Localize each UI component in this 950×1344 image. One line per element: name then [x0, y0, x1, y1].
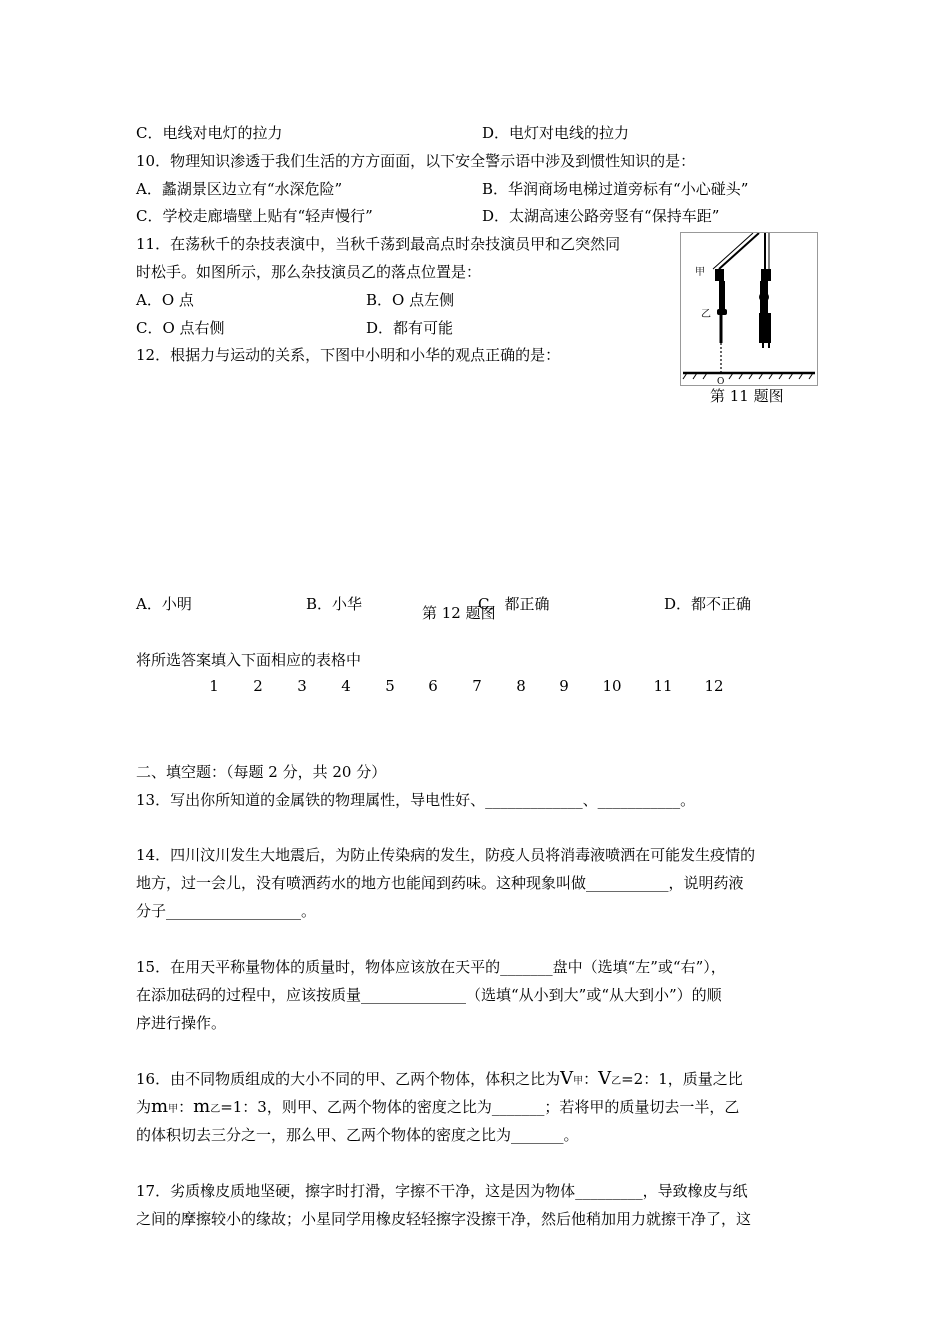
- section2-heading: 二、填空题：（每题 2 分，共 20 分）: [136, 763, 387, 781]
- q12-option-a: A．小明: [136, 595, 192, 613]
- q14-line1: 14．四川汶川发生大地震后，为防止传染病的发生，防疫人员将消毒液喷洒在可能发生疫情的: [136, 846, 756, 864]
- q15-line2: 在添加砝码的过程中，应该按质量______________（选填“从小到大”或“从大到小”）的顺: [136, 986, 722, 1004]
- q12-figure-caption: 第 12 题图: [422, 604, 496, 622]
- answer-number-7: 7: [472, 677, 482, 695]
- q10-stem: 10．物理知识渗透于我们生活的方方面面，以下安全警示语中涉及到惯性知识的是：: [136, 152, 696, 170]
- q12-option-d: D．都不正确: [664, 595, 752, 613]
- answer-number-3: 3: [297, 677, 307, 695]
- q11-figure: [680, 232, 818, 386]
- answer-table-instruction: 将所选答案填入下面相应的表格中: [136, 651, 362, 669]
- q16-line2-head: 为: [136, 1098, 152, 1116]
- q16-line1-text: 16．由不同物质组成的大小不同的甲、乙两个物体，体积之比为: [136, 1070, 561, 1088]
- q10-option-d: D．太湖高速公路旁竖有“保持车距”: [482, 207, 720, 225]
- q17-line2: 之间的摩擦较小的缘故；小星同学用橡皮轻轻擦字没擦干净，然后他稍加用力就擦干净了，这: [136, 1210, 752, 1228]
- q11-figure-caption: 第 11 题图: [710, 387, 784, 405]
- answer-number-10: 10: [602, 677, 622, 695]
- q14-line3: 分子__________________。: [136, 902, 317, 920]
- answer-number-5: 5: [385, 677, 395, 695]
- answer-number-9: 9: [559, 677, 569, 695]
- q16-sub-yi: 乙: [611, 1076, 622, 1087]
- q14-line2: 地方，过一会儿，没有喷洒药水的地方也能闻到药味。这种现象叫做___________，说明药液: [136, 874, 744, 892]
- q16-colon-m: ：: [178, 1098, 194, 1116]
- label-yi: 乙: [701, 309, 711, 320]
- q16-line1: [136, 1069, 743, 1092]
- answer-number-8: 8: [516, 677, 526, 695]
- q16-sub-jia-m: 甲: [168, 1104, 179, 1115]
- q16-colon: ：: [583, 1070, 599, 1088]
- q16-sub-jia: 甲: [573, 1076, 584, 1087]
- answer-number-2: 2: [253, 677, 263, 695]
- q11-option-a: A．O 点: [136, 291, 194, 309]
- q11-stem-line1: 11．在荡秋千的杂技表演中，当秋千荡到最高点时杂技演员甲和乙突然同: [136, 235, 621, 253]
- q15-line1: 15．在用天平称量物体的质量时，物体应该放在天平的_______盘中（选填“左”或“右”），: [136, 958, 726, 976]
- q16-line2: [136, 1097, 739, 1120]
- q12-stem: 12．根据力与运动的关系，下图中小明和小华的观点正确的是：: [136, 346, 561, 364]
- q16-sub-yi-m: 乙: [210, 1104, 221, 1115]
- q16-symbol-v-jia: V: [560, 1068, 574, 1089]
- q10-option-a: A．蠡湖景区边立有“水深危险”: [136, 180, 343, 198]
- q13-text: 13．写出你所知道的金属铁的物理属性，导电性好、_____________、___________。: [136, 791, 696, 809]
- label-jia: 甲: [695, 267, 705, 278]
- q15-line3: 序进行操作。: [136, 1014, 227, 1032]
- q9-option-c: C．电线对电灯的拉力: [136, 124, 283, 142]
- q10-option-b: B．华润商场电梯过道旁标有“小心碰头”: [482, 180, 749, 198]
- answer-number-6: 6: [428, 677, 438, 695]
- q9-option-d: D．电灯对电线的拉力: [482, 124, 630, 142]
- answer-number-4: 4: [341, 677, 351, 695]
- answer-number-11: 11: [653, 677, 673, 695]
- q16-line1-tail: =2：1，质量之比: [621, 1070, 743, 1088]
- q11-stem-line2: 时松手。如图所示，那么杂技演员乙的落点位置是：: [136, 263, 482, 281]
- q16-line3: 的体积切去三分之一，那么甲、乙两个物体的密度之比为_______。: [136, 1126, 579, 1144]
- q16-symbol-v-yi: V: [598, 1068, 612, 1089]
- q11-option-c: C．O 点右侧: [136, 319, 225, 337]
- q12-option-c: C．都正确: [478, 595, 550, 613]
- q16-symbol-m-jia: m: [151, 1096, 169, 1117]
- q11-option-b: B．O 点左侧: [366, 291, 455, 309]
- q16-line2-tail: =1：3，则甲、乙两个物体的密度之比为_______；若将甲的质量切去一半，乙: [220, 1098, 740, 1116]
- label-o: O: [717, 377, 725, 385]
- q11-option-d: D．都有可能: [366, 319, 454, 337]
- answer-number-1: 1: [209, 677, 219, 695]
- swing-acrobat-illustration: [681, 233, 817, 385]
- q17-line1: 17．劣质橡皮质地坚硬，擦字时打滑，字擦不干净，这是因为物体_________，导致橡皮与纸: [136, 1182, 748, 1200]
- q12-option-b: B．小华: [306, 595, 363, 613]
- answer-number-12: 12: [704, 677, 724, 695]
- q16-symbol-m-yi: m: [193, 1096, 211, 1117]
- q10-option-c: C．学校走廊墙壁上贴有“轻声慢行”: [136, 207, 373, 225]
